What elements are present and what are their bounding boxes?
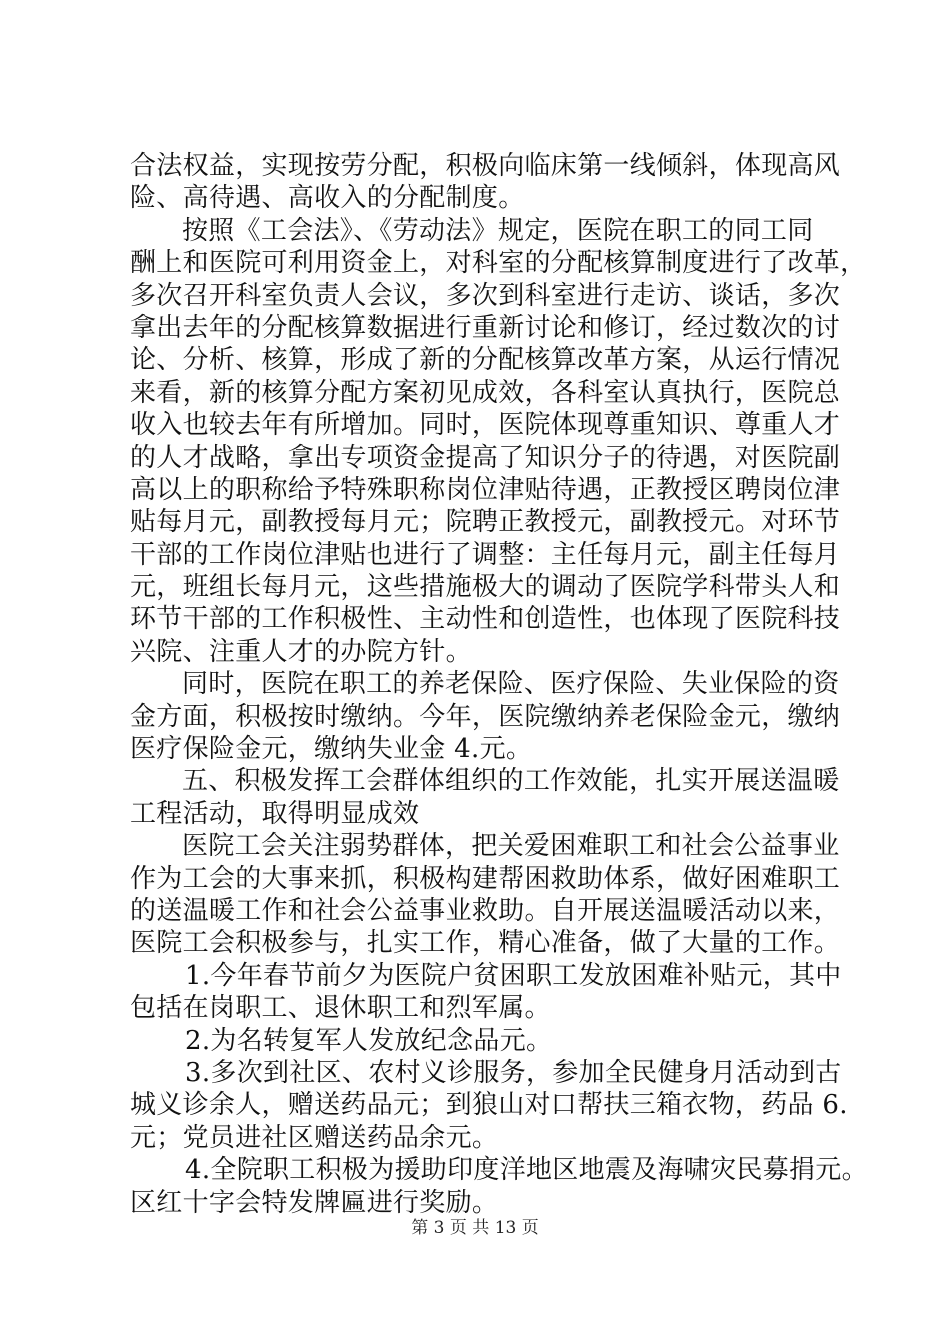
text-line: 高以上的职称给予特殊职称岗位津贴待遇，正教授区聘岗位津 — [130, 474, 841, 505]
text-line: 的送温暖工作和社会公益事业救助。自开展送温暖活动以来， — [130, 895, 841, 926]
text-line: 医院工会积极参与，扎实工作，精心准备，做了大量的工作。 — [130, 928, 841, 959]
list-item-line: 2.为名转复军人发放纪念品元。 — [185, 1025, 553, 1056]
text-line: 区红十字会特发牌匾进行奖励。 — [130, 1187, 499, 1218]
text-line: 论、分析、核算，形成了新的分配核算改革方案，从运行情况 — [130, 345, 841, 376]
text-line: 环节干部的工作积极性、主动性和创造性，也体现了医院科技 — [130, 604, 841, 635]
text-line: 拿出去年的分配核算数据进行重新讨论和修订，经过数次的讨 — [130, 312, 841, 343]
text-line: 医疗保险金元，缴纳失业金 4.元。 — [130, 734, 533, 765]
paragraph-start-line: 按照《工会法》、《劳动法》规定，医院在职工的同工同 — [182, 215, 814, 246]
text-line: 来看，新的核算分配方案初见成效，各科室认真执行，医院总 — [130, 377, 841, 408]
text-line: 干部的工作岗位津贴也进行了调整：主任每月元，副主任每月 — [130, 539, 841, 570]
section-heading-line: 工程活动，取得明显成效 — [130, 798, 420, 829]
paragraph-start-line: 医院工会关注弱势群体，把关爱困难职工和社会公益事业 — [182, 831, 840, 862]
text-line: 的人才战略，拿出专项资金提高了知识分子的待遇，对医院副 — [130, 442, 841, 473]
text-line: 城义诊余人，赠送药品元；到狼山对口帮扶三箱衣物，药品 6. — [130, 1090, 848, 1121]
text-line: 险、高待遇、高收入的分配制度。 — [130, 183, 525, 214]
text-line: 作为工会的大事来抓，积极构建帮困救助体系，做好困难职工 — [130, 863, 841, 894]
page-number-footer: 第 3 页 共 13 页 — [411, 1218, 539, 1238]
text-line: 包括在岗职工、退休职工和烈军属。 — [130, 993, 551, 1024]
text-line: 金方面，积极按时缴纳。今年，医院缴纳养老保险金元，缴纳 — [130, 701, 841, 732]
section-heading-line: 五、积极发挥工会群体组织的工作效能，扎实开展送温暖 — [182, 766, 840, 797]
list-item-line: 4.全院职工积极为援助印度洋地区地震及海啸灾民募捐元。 — [185, 1155, 868, 1186]
list-item-line: 3.多次到社区、农村义诊服务，参加全民健身月活动到古 — [185, 1057, 842, 1088]
document-body — [130, 150, 868, 1219]
list-item-line: 1.今年春节前夕为医院户贫困职工发放困难补贴元，其中 — [185, 960, 842, 991]
text-line: 收入也较去年有所增加。同时，医院体现尊重知识、尊重人才 — [130, 410, 841, 441]
text-line: 多次召开科室负责人会议，多次到科室进行走访、谈话，多次 — [130, 280, 841, 311]
text-line: 兴院、注重人才的办院方针。 — [130, 636, 472, 667]
text-line: 元；党员进社区赠送药品余元。 — [130, 1122, 499, 1153]
text-line: 酬上和医院可利用资金上，对科室的分配核算制度进行了改革， — [130, 248, 867, 279]
text-line: 元，班组长每月元，这些措施极大的调动了医院学科带头人和 — [130, 572, 841, 603]
paragraph-start-line: 同时，医院在职工的养老保险、医疗保险、失业保险的资 — [182, 669, 840, 700]
text-line: 贴每月元，副教授每月元；院聘正教授元，副教授元。对环节 — [130, 507, 841, 538]
text-line: 合法权益，实现按劳分配，积极向临床第一线倾斜，体现高风 — [130, 151, 841, 181]
